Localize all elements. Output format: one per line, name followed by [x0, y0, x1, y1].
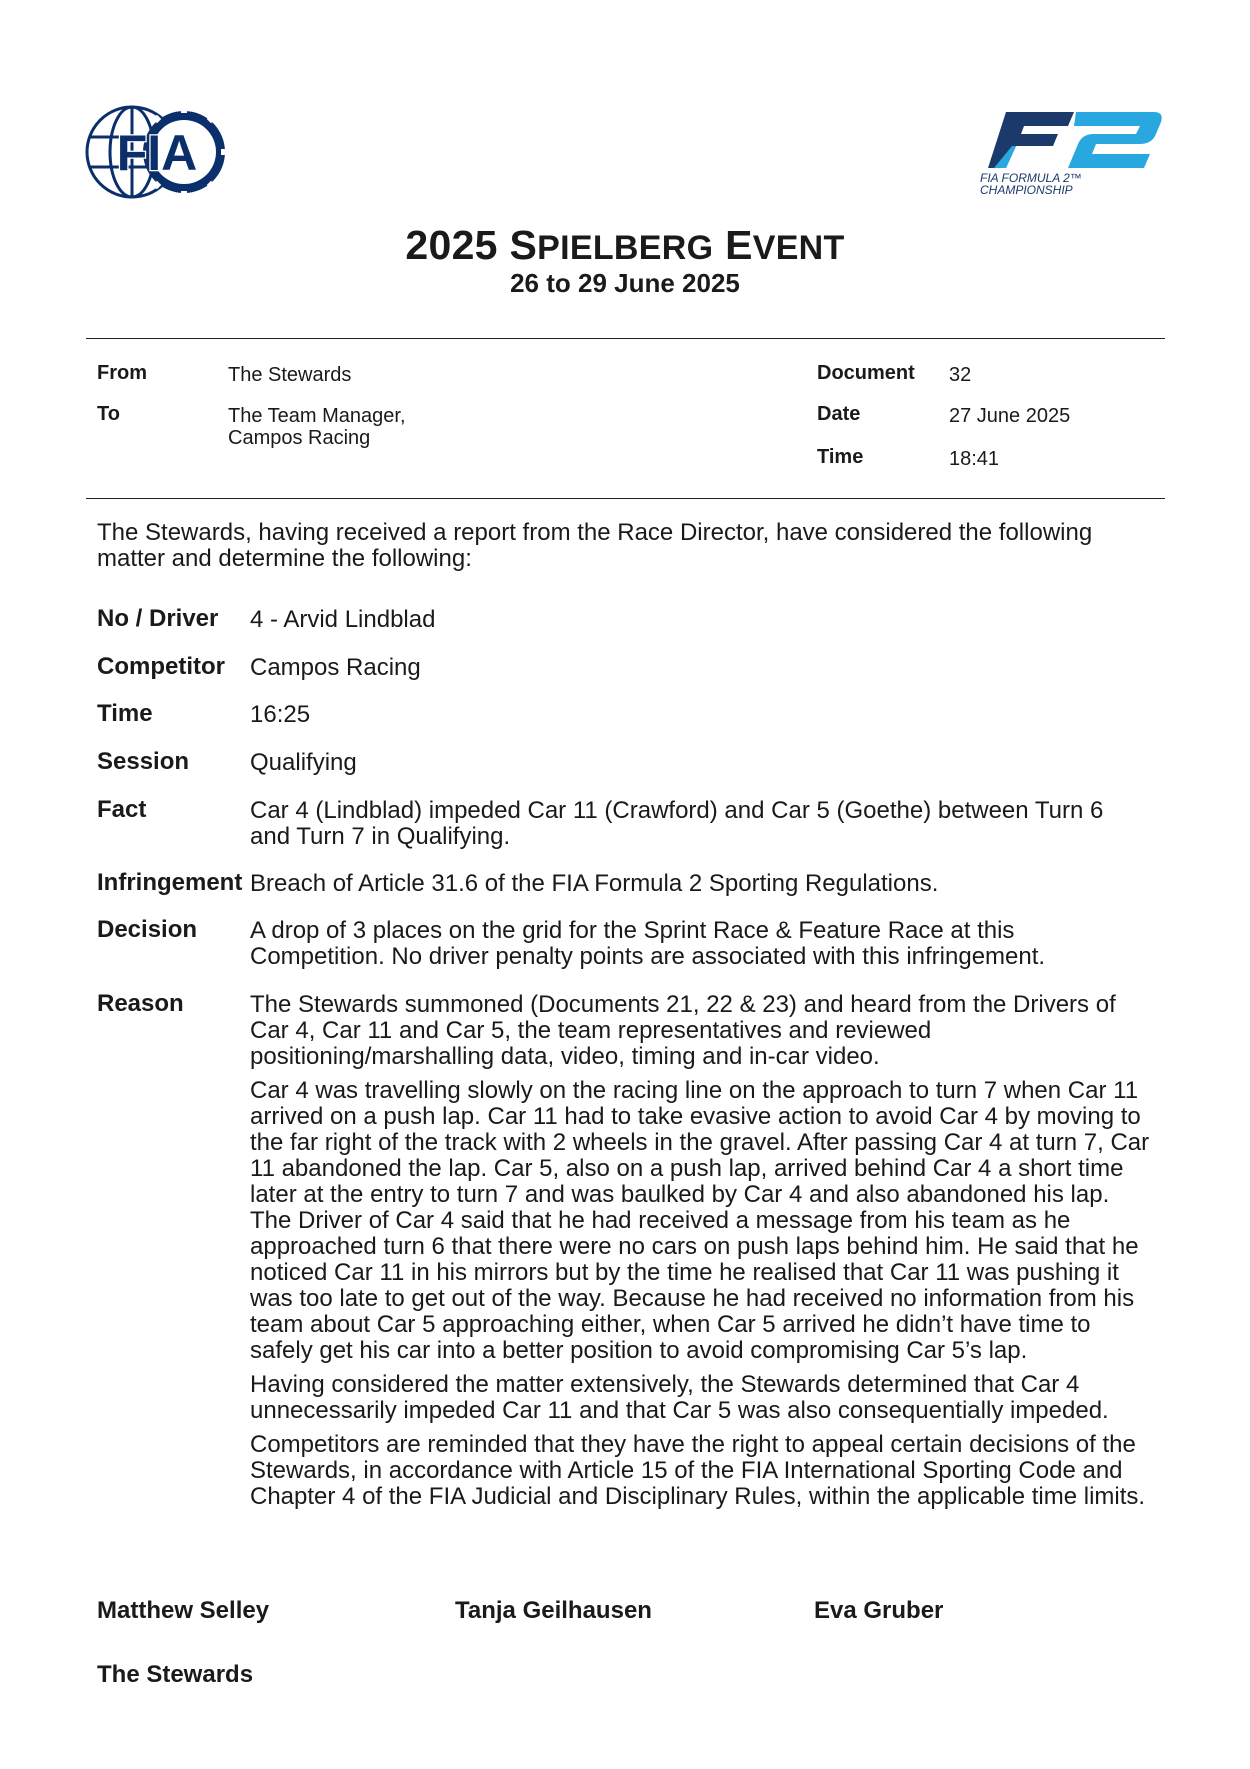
- header-divider-top: [86, 338, 1165, 339]
- incident-time-value: 16:25: [250, 701, 311, 728]
- decision-label: Decision: [97, 916, 198, 943]
- document-number: 32: [949, 364, 972, 386]
- date-value: 27 June 2025: [949, 405, 1071, 427]
- stewards-footer: The Stewards: [97, 1661, 254, 1688]
- steward-signature-3: Eva Gruber: [814, 1597, 944, 1624]
- steward-signature-2: Tanja Geilhausen: [455, 1597, 652, 1624]
- document-label: Document: [817, 362, 915, 384]
- time-value: 18:41: [949, 448, 1000, 470]
- reason-paragraph: The Stewards summoned (Documents 21, 22 & 23) and heard from the Drivers of Car 4, Car 11 and Car 5, the team representatives and reviewed positioning/marshalling data, video, timing and in-car video.: [250, 991, 1116, 1070]
- driver-label: No / Driver: [97, 605, 219, 632]
- infringement-label: Infringement: [97, 869, 243, 896]
- competitor-label: Competitor: [97, 653, 225, 680]
- fact-label: Fact: [97, 796, 147, 823]
- to-value: The Team Manager, Campos Racing: [228, 405, 406, 449]
- decision-value: A drop of 3 places on the grid for the Sprint Race & Feature Race at this Competition. No driver penalty points are associated with this infringement.: [250, 917, 1046, 970]
- to-label: To: [97, 403, 120, 425]
- session-value: Qualifying: [250, 749, 357, 776]
- fia-logo: [84, 104, 230, 200]
- time-label: Time: [817, 446, 864, 468]
- event-dates: 26 to 29 June 2025: [510, 268, 740, 298]
- reason-paragraph: Competitors are reminded that they have the right to appeal certain decisions of the Stewards, in accordance with Article 15 of the FIA International Sporting Code and Chapter 4 of the FIA Judicial and Disciplinary Rules, within the applicable time limits.: [250, 1431, 1146, 1510]
- steward-signature-1: Matthew Selley: [97, 1597, 270, 1624]
- driver-value: 4 - Arvid Lindblad: [250, 606, 436, 633]
- infringement-value: Breach of Article 31.6 of the FIA Formula 2 Sporting Regulations.: [250, 870, 939, 897]
- reason-paragraph: Having considered the matter extensively, the Stewards determined that Car 4 unnecessarily impeded Car 11 and that Car 5 was also consequentially impeded.: [250, 1371, 1109, 1424]
- incident-time-label: Time: [97, 700, 153, 727]
- session-label: Session: [97, 748, 190, 775]
- from-label: From: [97, 362, 147, 384]
- reason-label: Reason: [97, 990, 184, 1017]
- svg-text:FIA FORMULA 2™: FIA FORMULA 2™: [980, 171, 1082, 185]
- fia-logo-text: FIA: [116, 125, 198, 181]
- fact-value: Car 4 (Lindblad) impeded Car 11 (Crawford) and Car 5 (Goethe) between Turn 6 and Turn 7 in Qualifying.: [250, 797, 1104, 850]
- event-title: 2025 SPIELBERG EVENT: [405, 222, 845, 268]
- intro-text: The Stewards, having received a report from the Race Director, have considered the following matter and determine the following:: [97, 519, 1093, 572]
- reason-text: [250, 992, 1150, 1518]
- f2-logo: [978, 108, 1164, 196]
- date-label: Date: [817, 403, 861, 425]
- svg-text:CHAMPIONSHIP: CHAMPIONSHIP: [980, 183, 1073, 196]
- reason-paragraph: Car 4 was travelling slowly on the racing line on the approach to turn 7 when Car 11 arrived on a push lap. Car 11 had to take evasive action to avoid Car 4 by moving to the far right of the track with 2 wheels in the gravel. After passing Car 4 at turn 7, Car 11 abandoned the lap. Car 5, also on a push lap, arrived behind Car 4 a short time later at the entry to turn 7 and was baulked by Car 4 and also abandoned his lap. The Driver of Car 4 said that he had received a message from his team as he approached turn 6 that there were no cars on push laps behind him. He said that he noticed Car 11 in his mirrors but by the time he realised that Car 11 was pushing it was too late to get out of the way. Because he had received no information from his team about Car 5 approaching either, when Car 5 arrived he didn’t have time to safely get his car into a better position to avoid compromising Car 5’s lap.: [250, 1077, 1150, 1364]
- header-divider-bottom: [86, 498, 1165, 499]
- competitor-value: Campos Racing: [250, 654, 421, 681]
- from-value: The Stewards: [228, 364, 352, 386]
